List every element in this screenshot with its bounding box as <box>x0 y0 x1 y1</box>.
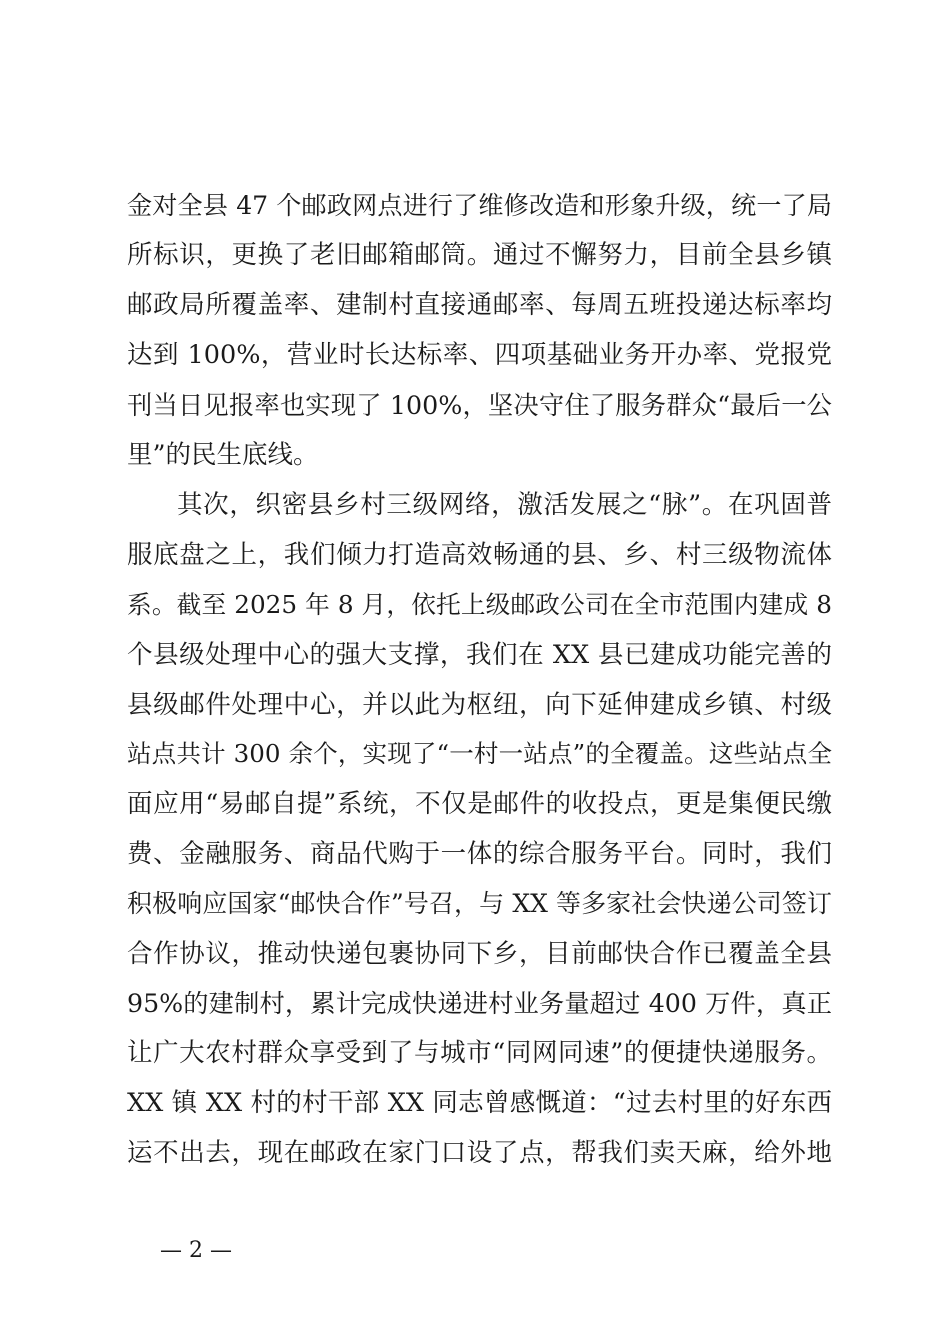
paragraph-line: 面应用“易邮自提”系统，不仅是邮件的收投点，更是集便民缴 <box>127 789 832 819</box>
paragraph-line: 个县级处理中心的强大支撑，我们在 XX 县已建成功能完善的 <box>127 640 832 670</box>
paragraph-line: 让广大农村群众享受到了与城市“同网同速”的便捷快递服务。 <box>127 1038 832 1068</box>
paragraph-line: XX 镇 XX 村的村干部 XX 同志曾感慨道：“过去村里的好东西 <box>127 1088 832 1118</box>
paragraph-line: 金对全县 47 个邮政网点进行了维修改造和形象升级，统一了局 <box>127 191 832 220</box>
paragraph-line: 站点共计 300 余个，实现了“一村一站点”的全覆盖。这些站点全 <box>127 739 832 768</box>
paragraph-line: 服底盘之上，我们倾力打造高效畅通的县、乡、村三级物流体 <box>127 540 832 570</box>
paragraph-line: 合作协议，推动快递包裹协同下乡，目前邮快合作已覆盖全县 <box>127 939 832 969</box>
page-number: — 2 — <box>160 1238 232 1263</box>
paragraph-line: 县级邮件处理中心，并以此为枢纽，向下延伸建成乡镇、村级 <box>127 690 832 720</box>
paragraph-line: 95%的建制村，累计完成快递进村业务量超过 400 万件，真正 <box>127 989 832 1018</box>
paragraph-line: 里”的民生底线。 <box>127 440 319 470</box>
paragraph-line: 运不出去，现在邮政在家门口设了点，帮我们卖天麻，给外地 <box>127 1138 832 1168</box>
paragraph-line: 系。截至 2025 年 8 月，依托上级邮政公司在全市范围内建成 8 <box>127 590 832 619</box>
paragraph-line: 费、金融服务、商品代购于一体的综合服务平台。同时，我们 <box>127 839 832 869</box>
paragraph-line: 积极响应国家“邮快合作”号召，与 XX 等多家社会快递公司签订 <box>127 889 832 918</box>
paragraph-line: 邮政局所覆盖率、建制村直接通邮率、每周五班投递达标率均 <box>127 290 832 320</box>
paragraph-line: 达到 100%，营业时长达标率、四项基础业务开办率、党报党 <box>127 340 832 370</box>
paragraph-line: 其次，织密县乡村三级网络，激活发展之“脉”。在巩固普 <box>177 490 832 520</box>
paragraph-line: 刊当日见报率也实现了 100%，坚决守住了服务群众“最后一公 <box>127 390 832 420</box>
paragraph-line: 所标识，更换了老旧邮箱邮筒。通过不懈努力，目前全县乡镇 <box>127 240 832 270</box>
